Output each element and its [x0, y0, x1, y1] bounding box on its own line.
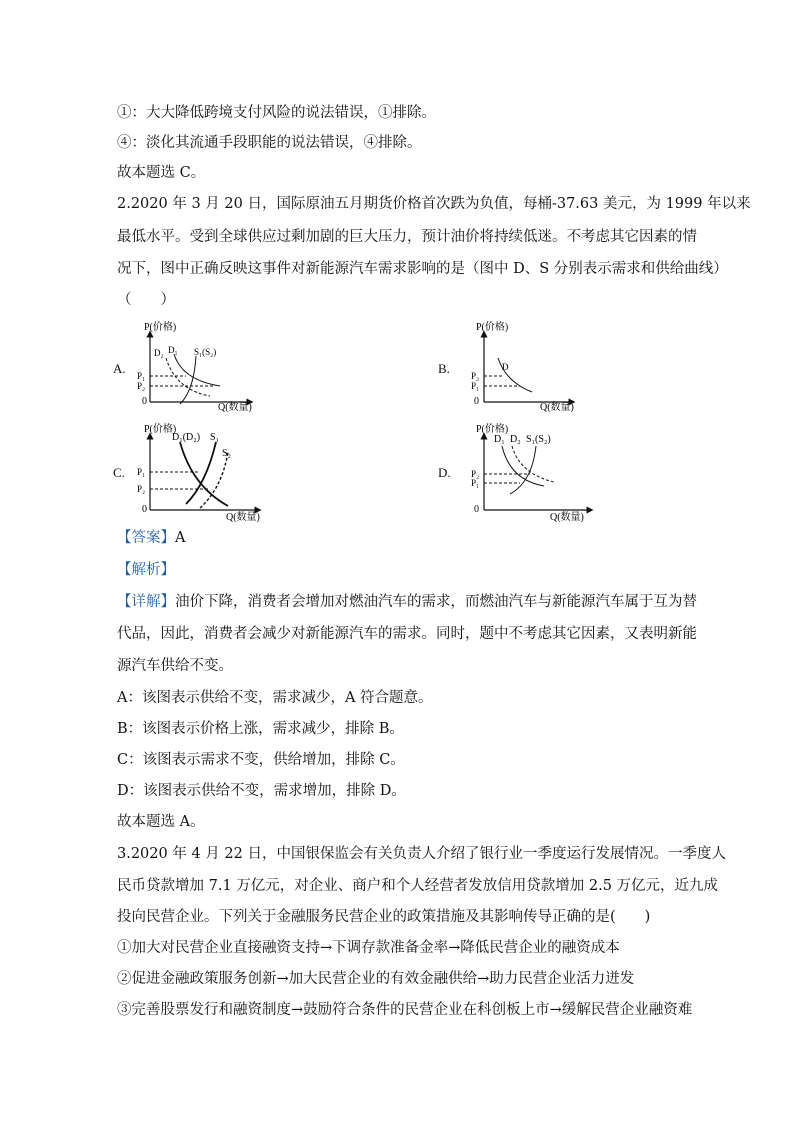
graph-a-y-label: P(价格)	[144, 322, 177, 333]
graph-d-d1-label: D₁	[494, 434, 505, 445]
graph-b	[462, 318, 602, 414]
explain-d: D：该图表示供给不变，需求增加，排除 D。	[117, 783, 406, 799]
graph-a-s-label: S₁(S₂)	[194, 347, 217, 357]
question-2-line-1: 2.2020 年 3 月 20 日，国际原油五月期货价格首次跌为负值，每桶-37.63 美元，为 1999 年以来	[117, 196, 751, 212]
graph-c-curve-d	[180, 442, 228, 506]
explain-a: A：该图表示供给不变，需求减少，A 符合题意。	[117, 690, 433, 706]
graph-d-x-label: Q(数量)	[550, 512, 584, 523]
graph-c-s2-label: S₂	[222, 448, 232, 459]
graph-d-y-label: P(价格)	[476, 424, 509, 435]
graph-c-x-label: Q(数量)	[226, 512, 260, 523]
text-line-1: ①：大大降低跨境支付风险的说法错误，①排除。	[117, 105, 436, 121]
graph-c	[130, 420, 280, 524]
detail-line-1	[117, 592, 697, 612]
answer-value: A	[175, 530, 186, 546]
conclusion-line: 故本题选 A。	[117, 814, 205, 830]
question-3-option-3: ③完善股票发行和融资制度→鼓励符合条件的民营企业在科创板上市→缓解民营企业融资难	[117, 1002, 693, 1018]
graph-b-p2: P₂	[471, 371, 480, 381]
graph-d-p1: P₁	[471, 478, 480, 488]
answer-tag: 【答案】	[117, 530, 175, 546]
graph-a	[130, 318, 270, 414]
option-d-label: D.	[438, 465, 451, 480]
detail-text-1: 油价下降，消费者会增加对燃油汽车的需求，而燃油汽车与新能源汽车属于互为替	[175, 594, 697, 610]
graph-a-d2-label: D₂	[154, 348, 164, 358]
graph-d	[462, 420, 612, 524]
detail-tag: 【详解】	[117, 594, 175, 610]
option-c-label: C.	[113, 465, 125, 480]
graph-a-curve-s	[180, 356, 196, 404]
graph-d-curve-d2	[512, 446, 554, 482]
detail-line-3: 源汽车供给不变。	[117, 658, 233, 674]
option-a-label: A.	[113, 361, 126, 376]
graph-a-p1: P₁	[137, 371, 146, 381]
text-line-2: ④：淡化其流通手段职能的说法错误，④排除。	[117, 135, 422, 151]
analysis-tag: 【解析】	[117, 562, 175, 578]
graph-c-s1-label: S₁	[210, 432, 220, 443]
graph-c-curve-s2	[200, 452, 228, 508]
graph-d-d2-label: D₂	[510, 434, 521, 445]
question-2-line-2: 最低水平。受到全球供应过剩加剧的巨大压力，预计油价将持续低迷。不考虑其它因素的情	[117, 229, 697, 245]
option-b-label: B.	[438, 361, 450, 376]
graph-b-p1: P₁	[471, 381, 480, 391]
graph-b-d-label: D	[502, 362, 509, 372]
analysis-line	[117, 560, 175, 580]
graph-a-p2: P₂	[137, 381, 146, 391]
graph-c-p1: P₁	[137, 467, 146, 477]
question-3-option-1: ①加大对民营企业直接融资支持→下调存款准备金率→降低民营企业的融资成本	[117, 940, 620, 956]
question-3-line-2: 民币贷款增加 7.1 万亿元，对企业、商户和个人经营者发放信用贷款增加 2.5 万亿元，近九成	[117, 878, 719, 894]
answer-line	[117, 528, 185, 548]
graph-c-d-label: D₁(D₂)	[172, 432, 201, 443]
graph-d-origin: 0	[474, 504, 479, 515]
graph-c-y-label: P(价格)	[144, 424, 177, 435]
graph-c-origin: 0	[142, 504, 147, 515]
graph-b-x-label: Q(数量)	[540, 402, 574, 413]
graph-a-x-label: Q(数量)	[218, 402, 252, 413]
question-2-line-3: 况下，图中正确反映这事件对新能源汽车需求影响的是（图中 D、S 分别表示需求和供给曲线）	[117, 261, 728, 277]
explain-c: C：该图表示需求不变，供给增加，排除 C。	[117, 752, 405, 768]
graph-b-origin: 0	[474, 396, 479, 407]
graph-b-y-label: P(价格)	[476, 322, 509, 333]
question-2-line-4: （ ）	[117, 292, 175, 308]
graph-d-s-label: S₁(S₂)	[526, 434, 551, 445]
text-line-3: 故本题选 C。	[117, 165, 206, 181]
graph-a-curve-d1	[174, 354, 220, 386]
question-3-line-1: 3.2020 年 4 月 22 日，中国银保监会有关负责人介绍了银行业一季度运行发展情况。一季度人	[117, 846, 726, 862]
graph-a-curve-d2	[166, 358, 210, 396]
explain-b: B：该图表示价格上涨，需求减少，排除 B。	[117, 721, 404, 737]
graph-a-origin: 0	[142, 396, 147, 407]
graph-c-p2: P₂	[137, 484, 146, 494]
detail-line-2: 代品，因此，消费者会减少对新能源汽车的需求。同时，题中不考虑其它因素，又表明新能	[117, 626, 697, 642]
graph-d-p2: P₂	[471, 469, 480, 479]
question-3-line-3: 投向民营企业。下列关于金融服务民营企业的政策措施及其影响传导正确的是( )	[117, 909, 651, 925]
question-3-option-2: ②促进金融政策服务创新→加大民营企业的有效金融供给→助力民营企业活力迸发	[117, 971, 635, 987]
graph-a-d1-label: D₁	[168, 345, 178, 355]
